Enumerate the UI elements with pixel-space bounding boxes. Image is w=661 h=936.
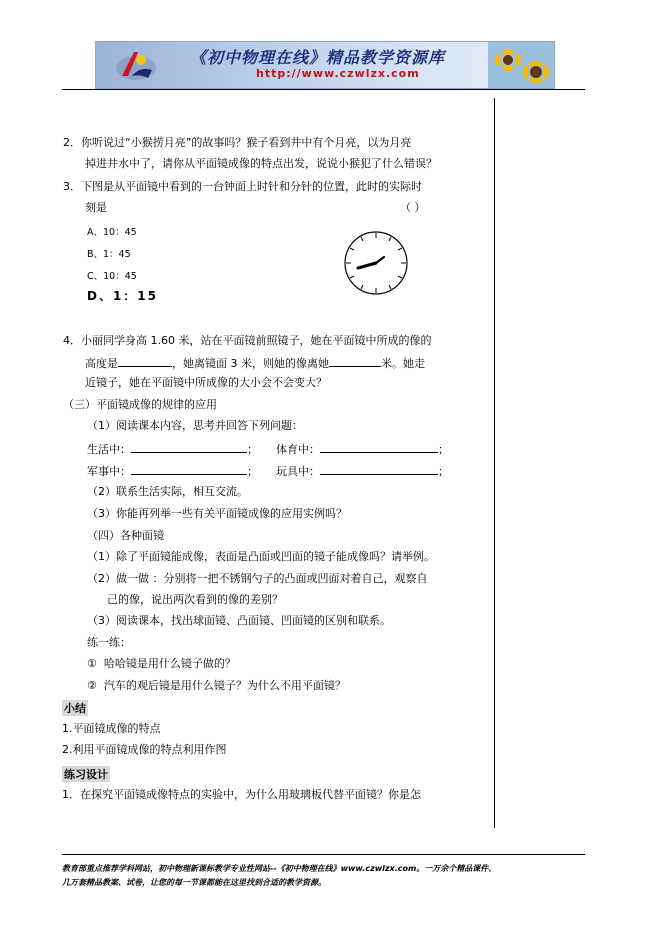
- site-logo-icon: [114, 46, 158, 84]
- summary-item1: 1.平面镜成像的特点: [62, 722, 161, 735]
- sports-blank[interactable]: [320, 441, 438, 453]
- footer-rule: [62, 854, 585, 855]
- practice-item1-marker: ①: [87, 657, 97, 670]
- banner-url[interactable]: http://www.czwlzx.com: [256, 67, 420, 80]
- section4-item3: （3）阅读课本，找出球面镜、凸面镜、凹面镜的区别和联系。: [87, 614, 391, 627]
- q3-option-d: D、1：15: [87, 289, 159, 303]
- practice-label: 练一练：: [87, 636, 131, 649]
- footer-line1: 教育部重点推荐学科网站，初中物理新课标教学专业性网站--《初中物理在线》www.czwlzx.com。一万余个精品课件、: [62, 864, 497, 873]
- practice-item1: [87, 657, 236, 671]
- q2-line2: 掉进井水中了，请你从平面镜成像的特点出发，说说小猴犯了什么错误？: [85, 157, 437, 170]
- section3-item1: （1）阅读课本内容，思考并回答下列问题：: [87, 419, 303, 432]
- q4-line1: 4．小丽同学身高 1.60 米，站在平面镜前照镜子，她在平面镜中所成的像的: [63, 334, 432, 347]
- header-banner: [95, 41, 555, 89]
- section3-title: （三）平面镜成像的规律的应用: [63, 398, 217, 411]
- section4-title: （四）各种面镜: [87, 529, 164, 542]
- toys-row: [276, 463, 449, 479]
- sunflower-icon: [488, 42, 554, 88]
- toys-semicolon: ；: [438, 465, 449, 478]
- life-semicolon: ；: [247, 443, 258, 456]
- sports-semicolon: ；: [438, 443, 449, 456]
- q3-option-b: B、1：45: [87, 249, 131, 260]
- q4-line3: 近镜子，她在平面镜中所成像的大小会不会变大？: [85, 376, 327, 389]
- military-semicolon: ；: [247, 465, 258, 478]
- exercise-heading: 练习设计: [64, 768, 108, 781]
- section3-item3: （3）你能再列举一些有关平面镜成像的应用实例吗？: [87, 507, 347, 520]
- summary-heading: 小结: [64, 702, 86, 715]
- section4-item2b: 己的像，说出两次看到的像的差别？: [107, 593, 283, 606]
- practice-item2-text: 汽车的观后镜是用什么镜子？为什么不用平面镜？: [103, 679, 346, 692]
- q3-line2: 刻是: [85, 201, 107, 214]
- q3-line1: 3．下图是从平面镜中看到的一台钟面上时针和分针的位置，此时的实际时: [63, 180, 422, 193]
- practice-item2: [87, 679, 346, 693]
- life-row: [87, 441, 258, 457]
- q4-line2: [85, 355, 425, 371]
- summary-item2: 2.利用平面镜成像的特点利用作图: [62, 743, 227, 756]
- q3-answer-bracket: （ ）: [400, 201, 426, 214]
- margin-rule: [494, 98, 495, 828]
- section4-item2a: （2）做一做 ：分别将一把不锈钢勺子的凸面或凹面对着自己，观察自: [87, 572, 428, 585]
- banner-title: 《初中物理在线》精品教学资源库: [190, 48, 446, 67]
- military-row: [87, 463, 258, 479]
- toys-label: 玩具中：: [276, 465, 320, 478]
- q3-option-c: C、10：45: [87, 271, 137, 282]
- q4-height-blank[interactable]: [118, 355, 172, 367]
- military-blank[interactable]: [131, 463, 247, 475]
- life-label: 生活中：: [87, 443, 131, 456]
- q4-distance-label: ，她离镜面 3 米，则她的像离她: [172, 357, 329, 370]
- header-rule: [62, 89, 585, 90]
- q4-height-label: 高度是: [85, 357, 118, 370]
- q3-option-a: A、10：45: [87, 227, 137, 238]
- q4-distance-blank[interactable]: [329, 355, 381, 367]
- military-label: 军事中：: [87, 465, 131, 478]
- sports-label: 体育中：: [276, 443, 320, 456]
- toys-blank[interactable]: [320, 463, 438, 475]
- sports-row: [276, 441, 449, 457]
- clock-face-icon: [342, 228, 412, 300]
- exercise-item1: 1．在探究平面镜成像特点的实验中，为什么用玻璃板代替平面镜？你是怎: [62, 788, 421, 801]
- life-blank[interactable]: [131, 441, 247, 453]
- q4-meter-label: 米。她走: [381, 357, 425, 370]
- section4-item1: （1）除了平面镜能成像，表面是凸面或凹面的镜子能成像吗？请举例。: [87, 550, 435, 563]
- section3-item2: （2）联系生活实际，相互交流。: [87, 485, 248, 498]
- practice-item2-marker: ②: [87, 679, 97, 692]
- q2-line1: 2．你听说过“小猴捞月亮”的故事吗？猴子看到井中有个月亮，以为月亮: [63, 136, 412, 149]
- practice-item1-text: 哈哈镜是用什么镜子做的？: [103, 657, 236, 670]
- footer-line2: 几万套精品教案、试卷，让您的每一节课都能在这里找到合适的教学资源。: [62, 878, 326, 887]
